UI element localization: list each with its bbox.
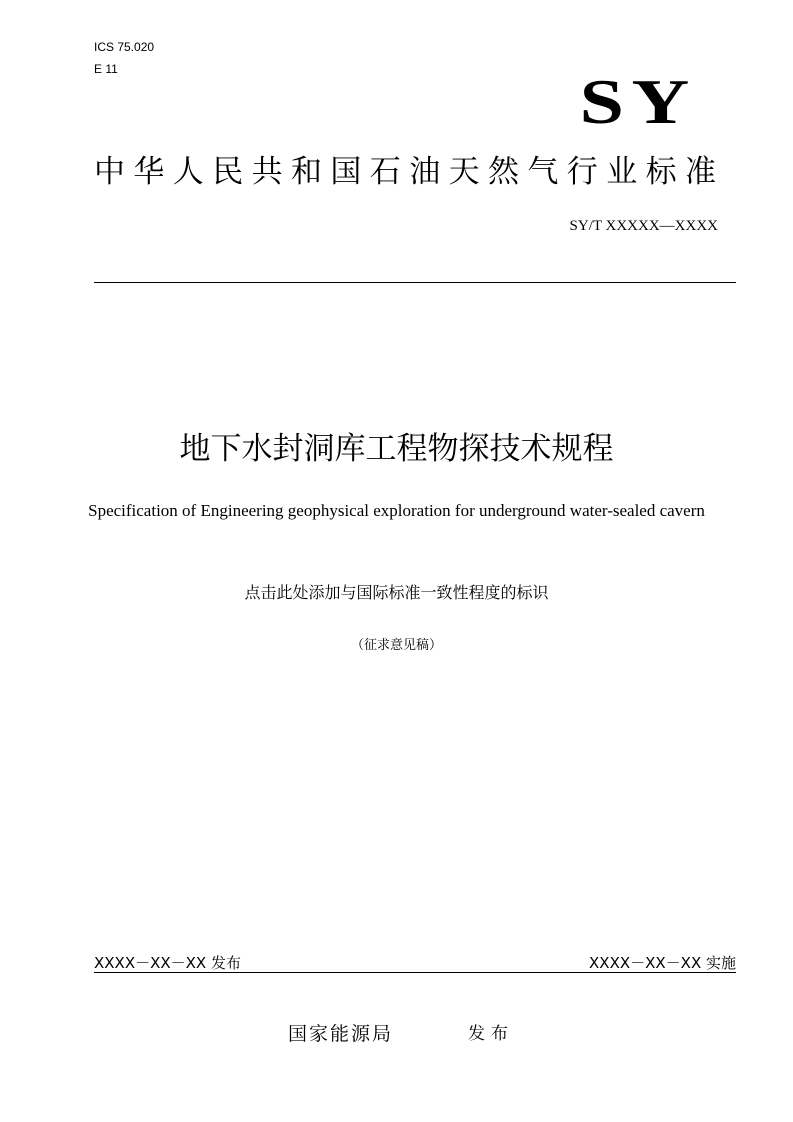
header-divider xyxy=(94,282,736,283)
implementation-date: XXXX－XX－XX 实施 xyxy=(589,954,736,972)
document-title-cn: 地下水封洞库工程物探技术规程 xyxy=(179,431,614,467)
issuing-authority: 国家能源局 xyxy=(288,1023,394,1045)
document-title-en: Specification of Engineering geophysical exploration for underground water-sealed cavern xyxy=(88,501,705,520)
ccs-code: E 11 xyxy=(94,62,118,76)
standard-category-title: 中华人民共和国石油天然气行业标准 xyxy=(94,154,725,190)
footer-divider xyxy=(94,972,736,973)
issued-label: 发布 xyxy=(468,1024,514,1044)
ics-code: ICS 75.020 xyxy=(94,40,155,54)
sy-logo: SY xyxy=(579,66,697,137)
standard-number: SY/T XXXXX—XXXX xyxy=(569,218,718,234)
draft-status: （征求意见稿） xyxy=(350,638,442,653)
consistency-placeholder[interactable]: 点击此处添加与国际标准一致性程度的标识 xyxy=(244,583,549,602)
issue-date: XXXX－XX－XX 发布 xyxy=(94,954,241,972)
